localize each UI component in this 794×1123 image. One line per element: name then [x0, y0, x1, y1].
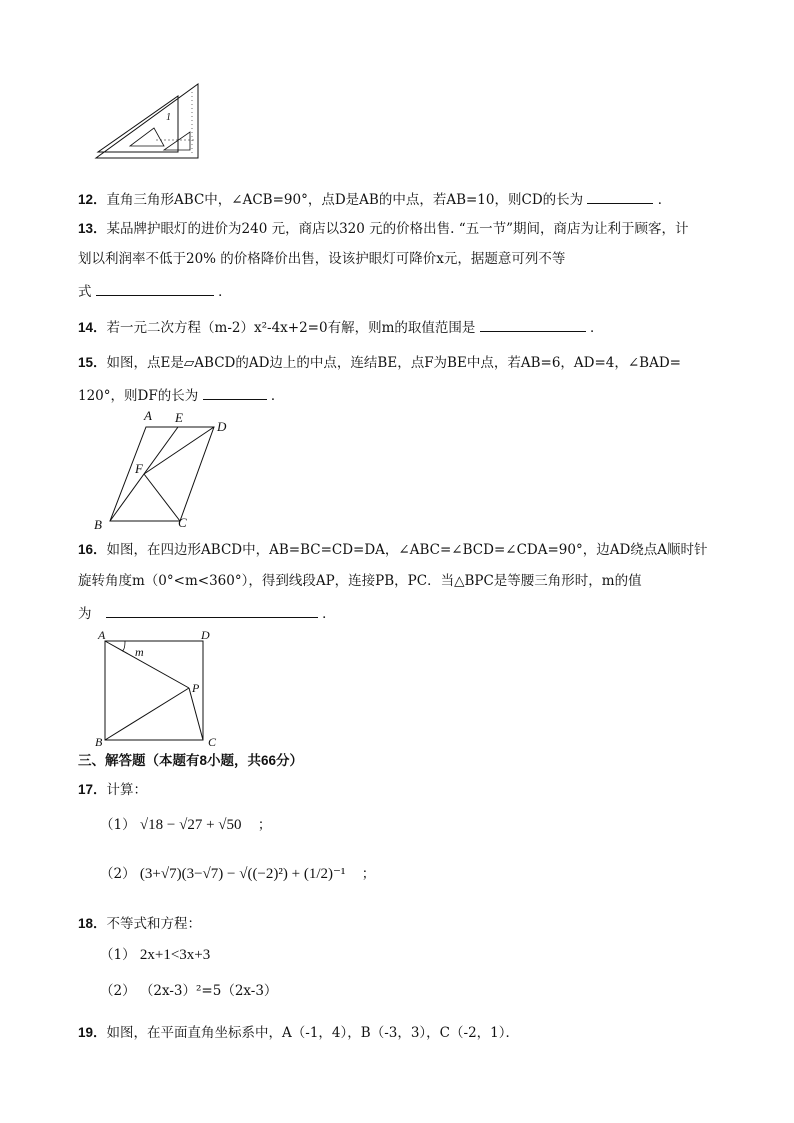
question-19 — [78, 1024, 519, 1042]
question-text: 直角三角形ABC中，∠ACB=90°，点D是AB的中点，若AB=10，则CD的长为 — [106, 192, 584, 208]
part-label: （1） — [100, 817, 136, 833]
question-text: 划以利润率不低于20% 的价格降价出售，设该护眼灯可降价x元，据题意可列不等 — [78, 251, 566, 267]
period: ． — [270, 388, 285, 404]
period: ． — [322, 606, 336, 622]
question-17-part1 — [100, 816, 271, 834]
math-expression: （2x-3）²=5（2x-3） — [139, 983, 278, 999]
question-18-part2 — [100, 982, 277, 1000]
vertex-E-label: E — [175, 410, 183, 425]
math-expression: √18 − √27 + √50 — [139, 817, 242, 833]
angle-m-label: m — [135, 645, 144, 659]
section-3-heading: 三、解答题（本题有8小题，共66分） — [78, 753, 304, 768]
question-number: 16． — [78, 542, 107, 557]
question-number: 15． — [78, 355, 107, 370]
math-expression: 2x+1<3x+3 — [139, 947, 211, 963]
question-18-part1 — [100, 946, 210, 964]
question-number: 17． — [78, 782, 107, 797]
part-label: （2） — [100, 983, 136, 999]
question-number: 14． — [78, 320, 107, 335]
question-16-line2 — [78, 572, 642, 590]
question-text: 某品牌护眼灯的进价为240 元，商店以320 元的价格出售. “五一节”期间，商店为让利于顾客，计 — [106, 221, 689, 237]
answer-blank[interactable] — [203, 385, 267, 400]
question-13-line1 — [78, 220, 689, 238]
vertex-B-label: B — [95, 735, 103, 749]
question-text: 旋转角度m（0°<m<360°），得到线段AP，连接PB，PC．当△BPC是等腰三角形时，m的值 — [78, 573, 642, 589]
question-16-line1 — [78, 541, 708, 559]
period: ． — [657, 192, 672, 208]
question-number: 13． — [78, 221, 107, 236]
question-text: 式 — [78, 284, 92, 300]
question-text: 如图，在四边形ABCD中，AB=BC=CD=DA，∠ABC=∠BCD=∠CDA=90°，边AD绕点A顺时针 — [106, 542, 708, 558]
question-13-line3 — [78, 281, 232, 301]
question-number: 18． — [78, 916, 107, 931]
question-17-part2 — [100, 865, 375, 883]
question-text: 不等式和方程： — [106, 916, 202, 932]
vertex-D-label: D — [201, 628, 210, 642]
period: ． — [218, 284, 232, 300]
vertex-D-label: D — [217, 419, 227, 434]
vertex-A-label: A — [144, 408, 152, 423]
question-text: 如图，点E是▱ABCD的AD边上的中点，连结BE，点F为BE中点，若AB=6，AD=4，∠BAD= — [106, 355, 681, 371]
question-15-line1 — [78, 354, 681, 372]
vertex-F-label: F — [135, 461, 143, 476]
vertex-A-label: A — [98, 628, 106, 642]
answer-blank[interactable] — [587, 189, 653, 204]
triangle-rulers-figure — [94, 82, 204, 162]
semicolon: ； — [361, 866, 376, 882]
question-16-line3 — [78, 603, 336, 623]
answer-blank[interactable] — [106, 603, 318, 618]
vertex-C-label: C — [178, 515, 187, 530]
question-17 — [78, 781, 147, 799]
part-label: （2） — [100, 866, 136, 882]
question-13-line2 — [78, 250, 565, 268]
question-15-line2 — [78, 385, 284, 405]
question-14 — [78, 317, 603, 337]
period: ． — [589, 320, 604, 336]
question-text: 为 — [78, 606, 92, 622]
angle-1-label: 1 — [166, 112, 171, 123]
square-figure — [92, 628, 232, 748]
question-text: 若一元二次方程（m-2）x²-4x+2=0有解，则m的取值范围是 — [106, 320, 476, 336]
vertex-C-label: C — [208, 735, 217, 749]
math-expression: (3+√7)(3−√7) − √((−2)²) + (1/2)⁻¹ — [139, 866, 346, 882]
question-number: 19． — [78, 1025, 107, 1040]
vertex-P-label: P — [192, 681, 200, 695]
part-label: （1） — [100, 947, 136, 963]
answer-blank[interactable] — [96, 281, 214, 296]
vertex-B-label: B — [94, 517, 102, 532]
question-text: 计算： — [106, 782, 148, 798]
semicolon: ； — [257, 817, 272, 833]
question-text: 120°，则DF的长为 — [78, 388, 199, 404]
question-18 — [78, 915, 201, 933]
answer-blank[interactable] — [480, 317, 586, 332]
question-12 — [78, 189, 671, 209]
question-text: 如图，在平面直角坐标系中，A（-1，4），B（-3，3），C（-2，1）． — [106, 1025, 519, 1041]
parallelogram-figure — [90, 405, 240, 530]
question-number: 12． — [78, 192, 107, 207]
